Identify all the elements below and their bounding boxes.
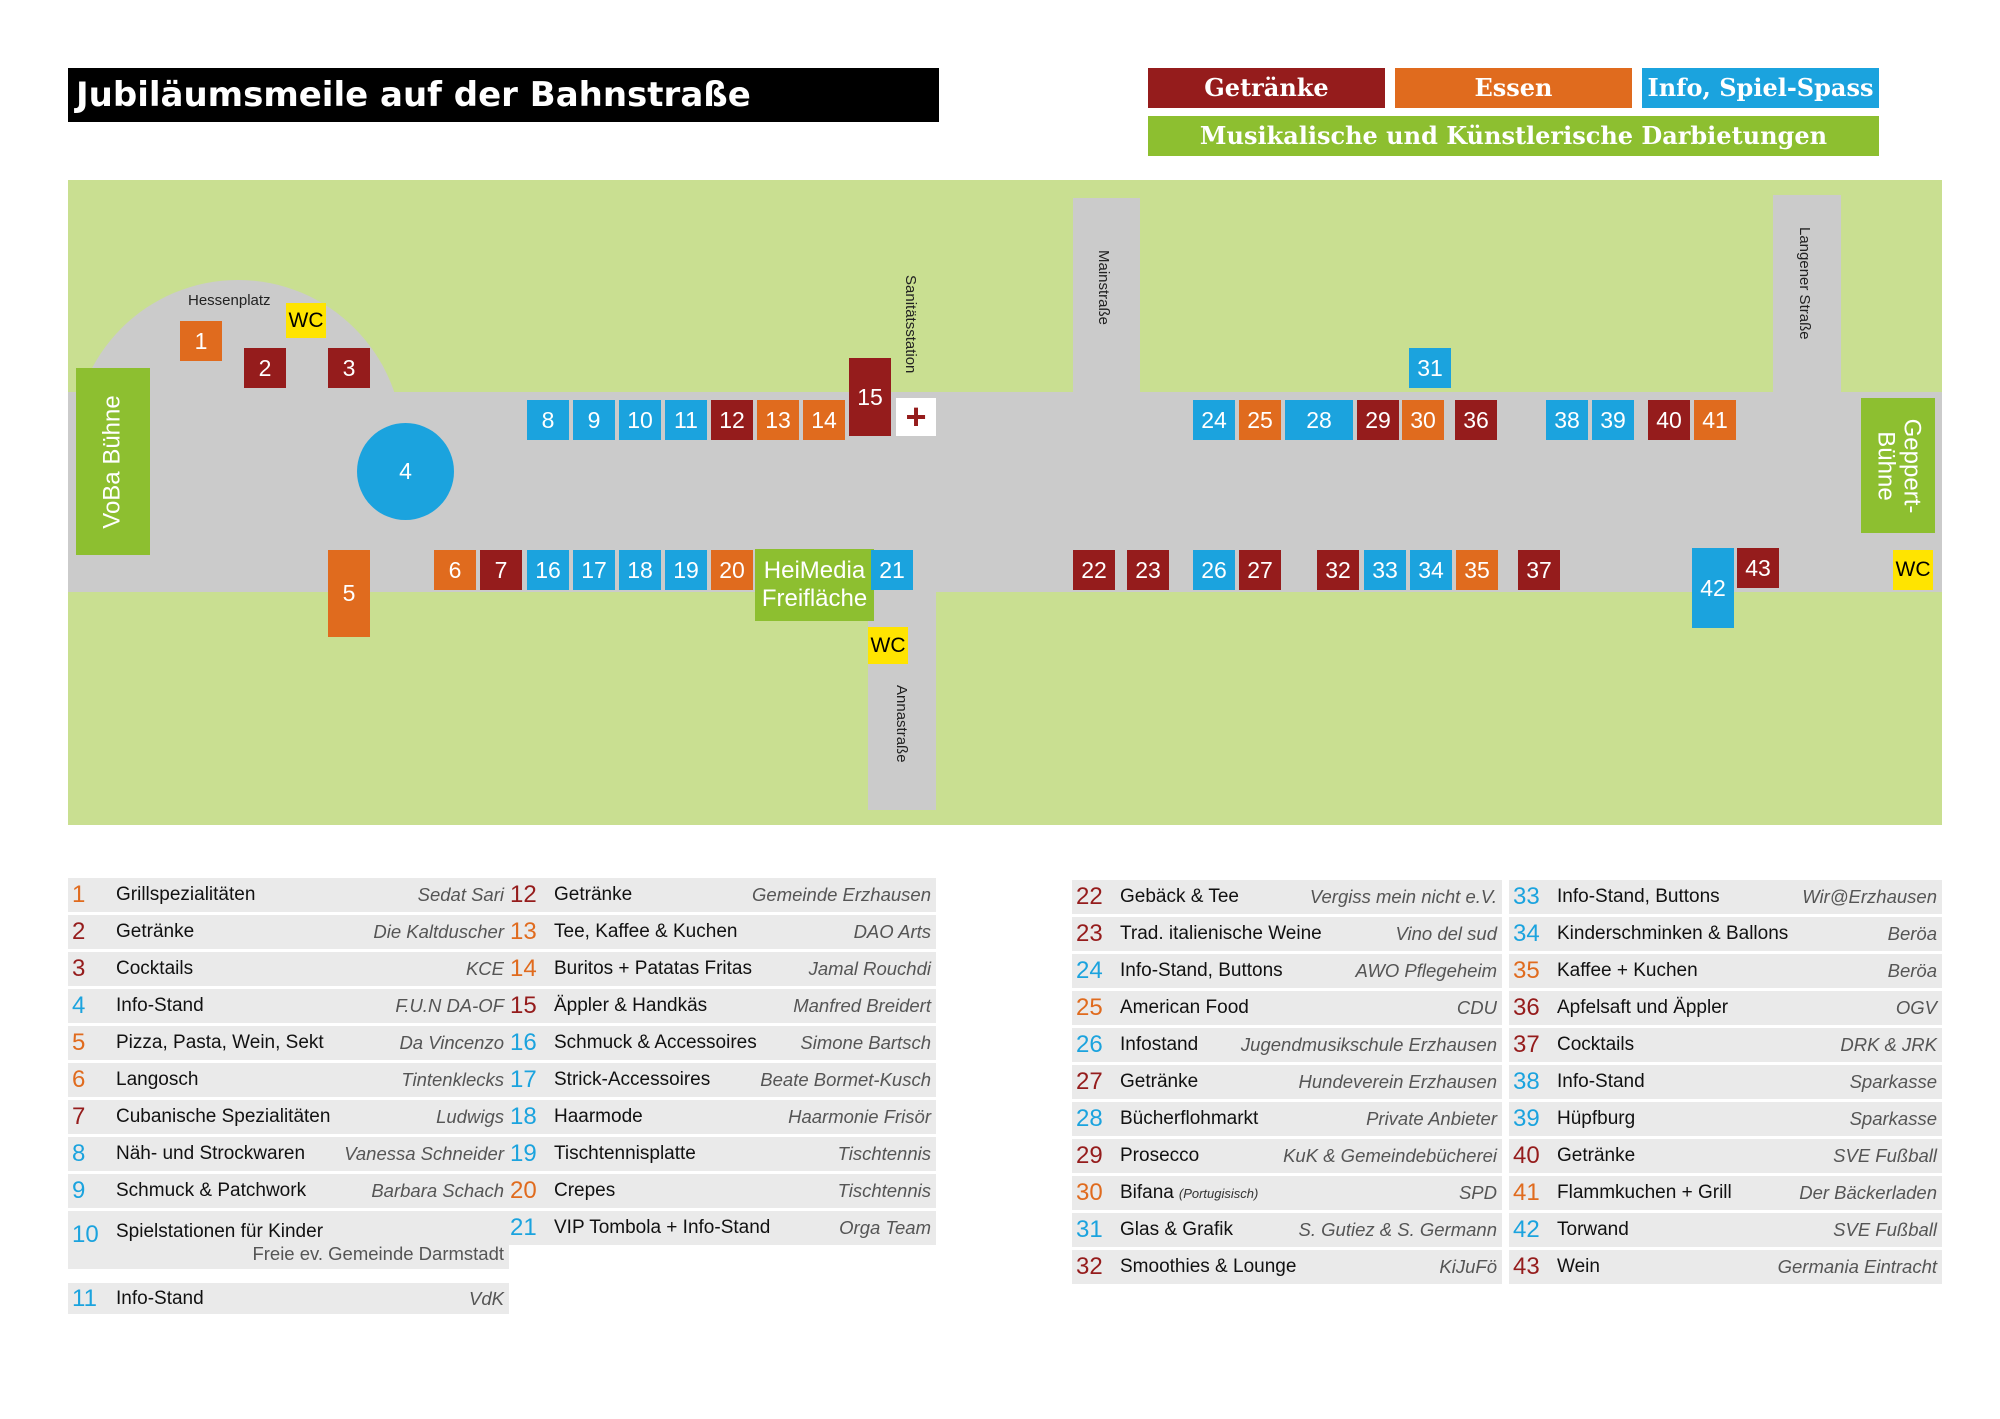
stand-row <box>506 915 936 949</box>
stand-number: 29 <box>1076 1142 1103 1169</box>
stand-provider: Vino del sud <box>1395 923 1497 944</box>
stall-30: 30 <box>1402 400 1444 440</box>
stand-provider: Jamal Rouchdi <box>808 958 931 979</box>
stand-row <box>1072 917 1502 951</box>
stand-provider: KCE <box>465 958 504 979</box>
stand-item: Kaffee + Kuchen <box>1557 960 1698 981</box>
geppert-stage <box>1861 398 1935 533</box>
stand-provider: Vanessa Schneider <box>344 1143 504 1164</box>
stand-item: Schmuck & Accessoires <box>554 1032 757 1053</box>
stall-9: 9 <box>573 400 615 440</box>
stand-item: Info-Stand, Buttons <box>1120 960 1283 981</box>
stand-provider: KiJuFö <box>1439 1256 1497 1277</box>
stand-number: 23 <box>1076 920 1103 947</box>
stand-provider: SPD <box>1458 1182 1497 1203</box>
stall-18: 18 <box>619 550 661 590</box>
stand-row <box>1072 1028 1502 1062</box>
stall-20: 20 <box>711 550 753 590</box>
stand-provider: SVE Fußball <box>1833 1145 1937 1166</box>
stand-item: Cubanische Spezialitäten <box>116 1106 331 1127</box>
stand-number: 4 <box>72 992 86 1019</box>
stand-provider: F.U.N DA-OF <box>395 995 504 1016</box>
stand-number: 42 <box>1513 1216 1540 1243</box>
stand-item: Tischtennisplatte <box>554 1143 696 1164</box>
stall-28: 28 <box>1285 400 1353 440</box>
stand-provider: S. Gutiez & S. Germann <box>1298 1219 1497 1240</box>
stand-row <box>506 1211 936 1245</box>
stand-number: 8 <box>72 1140 86 1167</box>
stall-27: 27 <box>1239 550 1281 590</box>
stall-3: 3 <box>328 348 370 388</box>
stand-item: Pizza, Pasta, Wein, Sekt <box>116 1032 324 1053</box>
stand-item: Strick-Accessoires <box>554 1069 711 1090</box>
wc-east: WC <box>1893 550 1933 590</box>
stand-provider: Wir@Erzhausen <box>1802 886 1937 907</box>
stand-provider: AWO Pflegeheim <box>1355 960 1497 981</box>
stand-provider: Beröa <box>1887 923 1937 944</box>
stand-number: 38 <box>1513 1068 1540 1095</box>
stall-12: 12 <box>711 400 753 440</box>
sanitaet-label: Sanitätsstation <box>902 275 919 374</box>
stall-10: 10 <box>619 400 661 440</box>
stand-row <box>1072 1213 1502 1247</box>
stall-31: 31 <box>1409 348 1451 388</box>
stand-provider: Da Vincenzo <box>399 1032 504 1053</box>
stall-2: 2 <box>244 348 286 388</box>
hessenplatz-label: Hessenplatz <box>188 292 271 309</box>
stand-number: 24 <box>1076 957 1103 984</box>
stand-item: Tee, Kaffee & Kuchen <box>554 921 738 942</box>
stall-41: 41 <box>1694 400 1736 440</box>
stand-number: 43 <box>1513 1253 1540 1280</box>
stand-number: 39 <box>1513 1105 1540 1132</box>
stand-row <box>1509 1176 1942 1210</box>
stand-row <box>1509 1028 1942 1062</box>
stand-number: 1 <box>72 881 86 908</box>
stand-row <box>506 989 936 1023</box>
stall-42: 42 <box>1692 548 1734 628</box>
stand-number: 10 <box>72 1221 99 1248</box>
stand-item: Cocktails <box>116 958 194 979</box>
stand-number: 25 <box>1076 994 1103 1021</box>
stall-21: 21 <box>871 550 913 590</box>
stand-item: Haarmode <box>554 1106 643 1127</box>
stand-number: 5 <box>72 1029 86 1056</box>
stand-provider: Haarmonie Frisör <box>788 1106 931 1127</box>
stand-row <box>68 1283 509 1314</box>
legend-drinks: Getränke <box>1148 68 1385 108</box>
stand-provider: Hundeverein Erzhausen <box>1298 1071 1497 1092</box>
stand-number: 34 <box>1513 920 1540 947</box>
stand-number: 28 <box>1076 1105 1103 1132</box>
stand-row <box>506 1026 936 1060</box>
mainstrasse-label: Mainstraße <box>1095 250 1112 326</box>
stand-row <box>1072 880 1502 914</box>
geppert-label-2: Bühne <box>1872 430 1899 501</box>
stall-22: 22 <box>1073 550 1115 590</box>
stand-number: 36 <box>1513 994 1540 1021</box>
stand-row <box>68 1137 509 1171</box>
stand-provider: Sparkasse <box>1849 1071 1937 1092</box>
stand-number: 19 <box>510 1140 537 1167</box>
stand-item: Getränke <box>554 884 633 905</box>
stand-note: (Portugisisch) <box>1178 1185 1259 1201</box>
stand-number: 16 <box>510 1029 537 1056</box>
stall-8: 8 <box>527 400 569 440</box>
stand-provider: Tischtennis <box>837 1143 931 1164</box>
festival-map <box>68 180 1942 825</box>
stand-row <box>506 952 936 986</box>
stall-13: 13 <box>757 400 799 440</box>
stand-provider: Private Anbieter <box>1366 1108 1497 1129</box>
stand-row <box>1072 991 1502 1025</box>
stall-34: 34 <box>1410 550 1452 590</box>
stand-number: 18 <box>510 1103 537 1130</box>
medical-icon: + <box>896 398 936 436</box>
stall-25: 25 <box>1239 400 1281 440</box>
stand-row <box>506 1063 936 1097</box>
stall-19: 19 <box>665 550 707 590</box>
stand-item: Näh- und Strockwaren <box>116 1143 306 1164</box>
stand-number: 33 <box>1513 883 1540 910</box>
stand-row <box>1072 1250 1502 1284</box>
stand-row <box>1509 1213 1942 1247</box>
stand-provider: Ludwigs <box>436 1106 504 1127</box>
stall-7: 7 <box>480 550 522 590</box>
stand-row <box>1509 1065 1942 1099</box>
stand-row <box>68 989 509 1023</box>
stand-provider: Gemeinde Erzhausen <box>752 884 931 905</box>
stand-item: Bücherflohmarkt <box>1120 1108 1259 1129</box>
stand-number: 20 <box>510 1177 537 1204</box>
stand-item: Schmuck & Patchwork <box>116 1180 307 1201</box>
stand-provider: DRK & JRK <box>1840 1034 1937 1055</box>
stand-item: Info-Stand, Buttons <box>1557 886 1720 907</box>
stall-39: 39 <box>1592 400 1634 440</box>
stand-row <box>1072 1065 1502 1099</box>
stand-number: 12 <box>510 881 537 908</box>
stand-row <box>1509 954 1942 988</box>
stand-row <box>506 1137 936 1171</box>
stand-number: 27 <box>1076 1068 1103 1095</box>
stand-provider: Die Kaltduscher <box>373 921 504 942</box>
stand-item: Cocktails <box>1557 1034 1635 1055</box>
stand-list-column-1 <box>68 878 509 1317</box>
stand-number: 6 <box>72 1066 86 1093</box>
stand-item: Getränke <box>116 921 195 942</box>
stall-26: 26 <box>1193 550 1235 590</box>
stand-row <box>1509 880 1942 914</box>
stand-number: 17 <box>510 1066 537 1093</box>
stall-5: 5 <box>328 550 370 637</box>
stand-item: Gebäck & Tee <box>1120 886 1240 907</box>
stand-item: Flammkuchen + Grill <box>1557 1182 1732 1203</box>
stand-item: Torwand <box>1557 1219 1629 1240</box>
stand-number: 22 <box>1076 883 1103 910</box>
stand-row <box>68 1100 509 1134</box>
stand-provider: OGV <box>1895 997 1937 1018</box>
stand-item: Äppler & Handkäs <box>554 995 708 1016</box>
voba-stage-label: VoBa Bühne <box>99 394 127 529</box>
stand-row <box>1072 954 1502 988</box>
stand-number: 37 <box>1513 1031 1540 1058</box>
stand-item: Info-Stand <box>116 1287 204 1309</box>
stand-row <box>1509 1250 1942 1284</box>
stand-item: Glas & Grafik <box>1120 1219 1233 1240</box>
stand-provider: Germania Eintracht <box>1777 1256 1937 1277</box>
stand-number: 3 <box>72 955 86 982</box>
stand-row <box>1509 1102 1942 1136</box>
stand-list-column-3 <box>1072 880 1502 1287</box>
wc-annastrasse: WC <box>868 627 908 664</box>
heimedia-area <box>755 549 874 621</box>
stand-row <box>68 1026 509 1060</box>
stand-provider: Tischtennis <box>837 1180 931 1201</box>
stand-provider: Tintenklecks <box>401 1069 504 1090</box>
stand-item: Getränke <box>1557 1145 1636 1166</box>
stand-row <box>68 878 509 912</box>
stand-provider: Vergiss mein nicht e.V. <box>1309 886 1497 907</box>
stand-provider: Beröa <box>1887 960 1937 981</box>
stall-35: 35 <box>1456 550 1498 590</box>
stand-item: Wein <box>1557 1256 1600 1277</box>
stand-provider: Simone Bartsch <box>800 1032 931 1053</box>
heimedia-label-2: Freifläche <box>761 585 868 612</box>
legend-music: Musikalische und Künstlerische Darbietungen <box>1148 116 1879 156</box>
stand-provider: VdK <box>469 1287 504 1309</box>
stand-row <box>1072 1176 1502 1210</box>
stand-row <box>1509 991 1942 1025</box>
legend-info: Info, Spiel-Spass <box>1642 68 1879 108</box>
stand-list-column-2 <box>506 878 936 1248</box>
stall-16: 16 <box>527 550 569 590</box>
stall-37: 37 <box>1518 550 1560 590</box>
stall-23: 23 <box>1127 550 1169 590</box>
stand-item: Getränke <box>1120 1071 1199 1092</box>
stall-6: 6 <box>434 550 476 590</box>
stand-provider: Freie ev. Gemeinde Darmstadt <box>252 1243 504 1264</box>
geppert-label-1: Geppert- <box>1898 418 1925 513</box>
stand-item: Info-Stand <box>1557 1071 1645 1092</box>
stand-item: Langosch <box>116 1069 199 1090</box>
stand-number: 35 <box>1513 957 1540 984</box>
stand-provider: Jugendmusikschule Erzhausen <box>1240 1034 1497 1055</box>
wc-hessenplatz: WC <box>286 303 326 338</box>
stand-provider: Orga Team <box>839 1217 931 1238</box>
stall-4: 4 <box>357 423 454 520</box>
stand-row <box>68 915 509 949</box>
heimedia-label-1: HeiMedia <box>763 557 866 584</box>
stand-number: 41 <box>1513 1179 1540 1206</box>
stall-11: 11 <box>665 400 707 440</box>
stall-32: 32 <box>1317 550 1359 590</box>
stall-1: 1 <box>180 321 222 361</box>
stand-number: 13 <box>510 918 537 945</box>
stall-36: 36 <box>1455 400 1497 440</box>
langener-strasse-label: Langener Straße <box>1796 227 1813 340</box>
stand-row <box>68 1174 509 1208</box>
stand-item: Apfelsaft und Äppler <box>1557 997 1729 1018</box>
stand-row <box>1509 1139 1942 1173</box>
stall-14: 14 <box>803 400 845 440</box>
geppert-stage-label <box>1872 418 1924 513</box>
stand-item: Spielstationen für Kinder <box>116 1221 324 1242</box>
stand-provider: SVE Fußball <box>1833 1219 1937 1240</box>
stand-number: 30 <box>1076 1179 1103 1206</box>
page-title: Jubiläumsmeile auf der Bahnstraße <box>68 68 939 122</box>
legend-food: Essen <box>1395 68 1632 108</box>
stand-number: 7 <box>72 1103 86 1130</box>
stand-item: Hüpfburg <box>1557 1108 1636 1129</box>
stand-item: Bifana <box>1120 1182 1174 1203</box>
stand-provider: Beate Bormet-Kusch <box>760 1069 931 1090</box>
stand-provider: KuK & Gemeindebücherei <box>1283 1145 1497 1166</box>
stall-38: 38 <box>1546 400 1588 440</box>
stand-item: Info-Stand <box>116 995 204 1016</box>
stand-number: 9 <box>72 1177 86 1204</box>
stand-item: VIP Tombola + Info-Stand <box>554 1217 771 1238</box>
voba-stage <box>76 368 150 555</box>
stand-number: 11 <box>72 1284 97 1312</box>
stand-item: Grillspezialitäten <box>116 884 256 905</box>
stand-number: 2 <box>72 918 86 945</box>
stand-item: Smoothies & Lounge <box>1120 1256 1297 1277</box>
annastrasse-label: Annastraße <box>893 685 910 763</box>
stand-number: 31 <box>1076 1216 1103 1243</box>
stand-number: 32 <box>1076 1253 1103 1280</box>
stand-row <box>506 878 936 912</box>
stall-33: 33 <box>1364 550 1406 590</box>
stand-item: Crepes <box>554 1180 616 1201</box>
stand-provider: Der Bäckerladen <box>1799 1182 1937 1203</box>
stand-row <box>506 1174 936 1208</box>
stand-number: 40 <box>1513 1142 1540 1169</box>
stand-provider: Sparkasse <box>1849 1108 1937 1129</box>
stall-40: 40 <box>1648 400 1690 440</box>
stand-item: Kinderschminken & Ballons <box>1557 923 1789 944</box>
stand-row <box>68 952 509 986</box>
stand-number: 26 <box>1076 1031 1103 1058</box>
stand-row <box>1509 917 1942 951</box>
stand-number: 15 <box>510 992 537 1019</box>
stand-row <box>506 1100 936 1134</box>
stall-17: 17 <box>573 550 615 590</box>
stand-row <box>1072 1139 1502 1173</box>
stand-provider: CDU <box>1456 997 1497 1018</box>
stand-item: Prosecco <box>1120 1145 1200 1166</box>
stall-24: 24 <box>1193 400 1235 440</box>
stall-15: 15 <box>849 358 891 436</box>
stand-item: Buritos + Patatas Fritas <box>554 958 752 979</box>
stand-row <box>1072 1102 1502 1136</box>
stand-row <box>68 1211 509 1269</box>
stall-43: 43 <box>1737 548 1779 588</box>
stand-provider: Sedat Sari <box>417 884 504 905</box>
stand-number: 14 <box>510 955 537 982</box>
stand-number: 21 <box>510 1214 537 1241</box>
stand-item: Infostand <box>1120 1034 1199 1055</box>
stand-item: American Food <box>1120 997 1249 1018</box>
stand-provider: Manfred Breidert <box>793 995 931 1016</box>
stand-item: Trad. italienische Weine <box>1120 923 1322 944</box>
stall-29: 29 <box>1357 400 1399 440</box>
stand-row <box>68 1063 509 1097</box>
stand-list-column-4 <box>1509 880 1942 1287</box>
stand-provider: DAO Arts <box>853 921 931 942</box>
stand-provider: Barbara Schach <box>371 1180 504 1201</box>
